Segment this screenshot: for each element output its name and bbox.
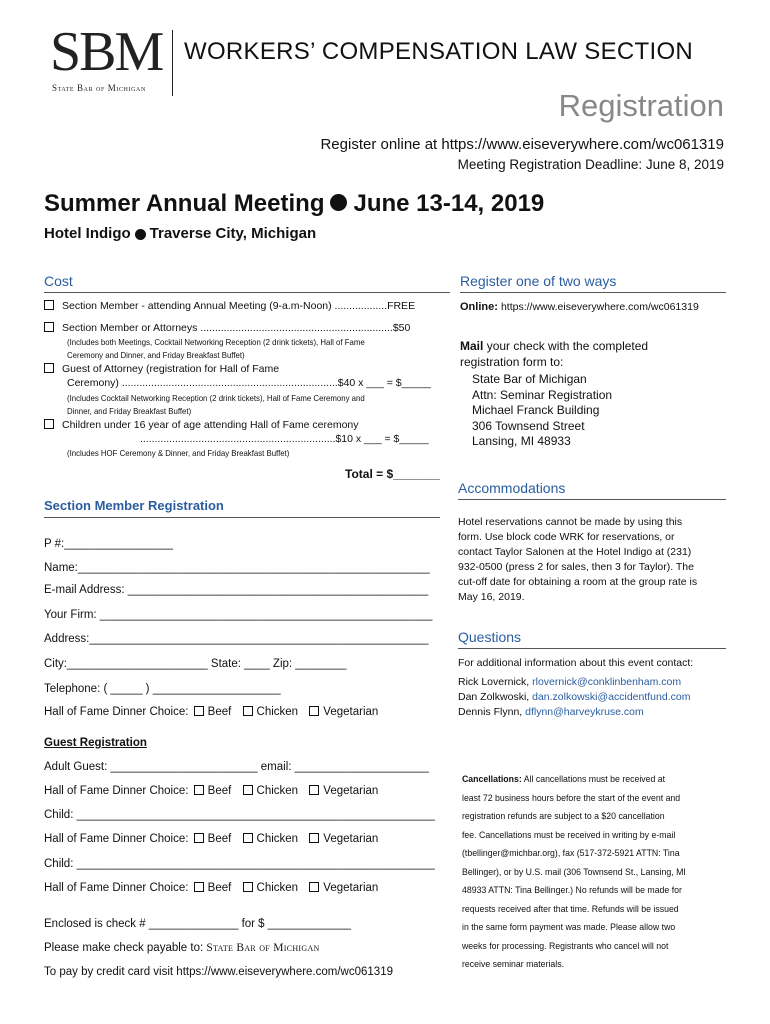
bullet-icon — [330, 194, 347, 211]
city-state-zip-field[interactable]: City:______________________ State: ____ Zip: ________ — [44, 658, 347, 670]
divider — [44, 517, 440, 518]
sbm-logo: SBM — [50, 21, 163, 83]
email-link[interactable]: dan.zolkowski@accidentfund.com — [532, 691, 691, 703]
divider — [44, 292, 450, 293]
checkbox-icon[interactable] — [194, 882, 204, 892]
register-online-text: Register online at https://www.eiseverywhere.com/wc061319 — [320, 136, 724, 153]
venue — [44, 225, 316, 242]
guest-registration-heading: Guest Registration — [44, 737, 147, 749]
child-field[interactable]: Child: ________________________________________________________ — [44, 809, 435, 821]
hotel-name: Hotel Indigo — [44, 225, 131, 242]
logo-divider — [172, 30, 173, 96]
adult-guest-field[interactable]: Adult Guest: _______________________ email: _____________________ — [44, 761, 429, 773]
register-mail: Mail your check with the completed registration form to: — [460, 339, 649, 369]
p-number-field[interactable]: P #:_________________ — [44, 538, 173, 550]
dinner-choice-child1: Hall of Fame Dinner Choice: Beef Chicken Vegetarian — [44, 833, 379, 845]
meeting-title — [44, 190, 544, 218]
checkbox-icon[interactable] — [243, 833, 253, 843]
dinner-choice-guest: Hall of Fame Dinner Choice: Beef Chicken Vegetarian — [44, 785, 379, 797]
checkbox-icon[interactable] — [44, 300, 54, 310]
cost-item-children-price: ...................................................................$10 x ___ = $_____ — [140, 433, 429, 445]
member-registration-heading: Section Member Registration — [44, 498, 224, 513]
page-title: Registration — [558, 88, 724, 123]
register-online: Online: https://www.eiseverywhere.com/wc061319 — [460, 301, 699, 313]
total-field[interactable]: Total = $_______ — [345, 467, 440, 481]
registration-deadline: Meeting Registration Deadline: June 8, 2019 — [457, 157, 724, 172]
cost-heading: Cost — [44, 273, 73, 289]
checkbox-icon[interactable] — [194, 833, 204, 843]
checkbox-icon[interactable] — [194, 706, 204, 716]
checkbox-icon[interactable] — [309, 882, 319, 892]
bullet-icon — [135, 229, 146, 240]
checkbox-icon[interactable] — [194, 785, 204, 795]
questions-intro: For additional information about this event contact: — [458, 657, 694, 669]
mailing-address: State Bar of Michigan Attn: Seminar Registration Michael Franck Building 306 Townsend Street Lansing, MI 48933 — [472, 372, 613, 448]
checkbox-icon[interactable] — [309, 833, 319, 843]
checkbox-icon[interactable] — [44, 363, 54, 373]
checkbox-icon[interactable] — [243, 785, 253, 795]
name-field[interactable]: Name:_______________________________________________________ — [44, 562, 430, 574]
questions-heading: Questions — [458, 629, 522, 645]
cost-note: Dinner, and Friday Breakfast Buffet) — [67, 406, 192, 416]
cost-item-member-free: Section Member - attending Annual Meeting (9-a.m-Noon) ..................FREE — [44, 300, 415, 313]
venue-city: Traverse City, Michigan — [149, 225, 317, 242]
child-field[interactable]: Child: ________________________________________________________ — [44, 858, 435, 870]
cost-note: Ceremony and Dinner, and Friday Breakfast Buffet) — [67, 350, 245, 360]
checkbox-icon[interactable] — [309, 785, 319, 795]
checkbox-icon[interactable] — [243, 882, 253, 892]
divider — [458, 648, 726, 649]
cost-note: (Includes Cocktail Networking Reception (2 drink tickets), Hall of Fame Ceremony and — [67, 393, 365, 403]
dinner-choice-child2: Hall of Fame Dinner Choice: Beef Chicken Vegetarian — [44, 882, 379, 894]
contact-item: Rick Lovernick, rlovernick@conklinbenham.com — [458, 676, 682, 688]
email-link[interactable]: rlovernick@conklinbenham.com — [532, 676, 682, 688]
accommodations-text: Hotel reservations cannot be made by using this form. Use block code WRK for reservations, or contact Taylor Salonen at the Hotel Indigo at (231) 932-0500 (press 2 for sales, then 3 for Taylor). The cut-off date for obtaining a room at the group rate is May 16, 2019. — [458, 516, 698, 603]
checkbox-icon[interactable] — [44, 322, 54, 332]
contact-item: Dan Zolkwoski, dan.zolkowski@accidentfund.com — [458, 691, 691, 703]
register-ways-heading: Register one of two ways — [460, 273, 617, 289]
accommodations-heading: Accommodations — [458, 480, 566, 496]
cancellations-policy: Cancellations: All cancellations must be received at least 72 business hours before the start of the event and registration refunds are subject to a $20 cancellation fee. Cancellations must be received in writing by e-mail (tbellinger@michbar.org), fax (517-372-5921 ATTN: Tina Bellinger), or by U.S. mail (306 Townsend St., Lansing, MI 48933 ATTN: Tina Bellinger.) No refunds will be made for requests received after that time. Refunds will be issued in the same form payment was made. Please allow two weeks for processing. Registrants who cancel will not receive seminar materials. — [462, 774, 686, 970]
telephone-field[interactable]: Telephone: ( _____ ) ____________________ — [44, 683, 281, 695]
cost-note: (Includes both Meetings, Cocktail Networking Reception (2 drink tickets), Hall of Fame — [67, 337, 365, 347]
cost-item-attorney: Section Member or Attorneys ..................................................................$50 — [44, 322, 410, 335]
meeting-name: Summer Annual Meeting — [44, 190, 325, 217]
cost-item-guest-price: Ceremony) ..........................................................................$40 x ___ = $_____ — [67, 377, 431, 389]
firm-field[interactable]: Your Firm: ____________________________________________________ — [44, 609, 433, 621]
checkbox-icon[interactable] — [44, 419, 54, 429]
sbm-logo-subtitle: State Bar of Michigan — [52, 83, 146, 93]
checkbox-icon[interactable] — [243, 706, 253, 716]
checkbox-icon[interactable] — [309, 706, 319, 716]
cost-note: (Includes HOF Ceremony & Dinner, and Friday Breakfast Buffet) — [67, 448, 290, 458]
cost-item-guest: Guest of Attorney (registration for Hall of Fame — [44, 363, 279, 376]
credit-card-text: To pay by credit card visit https://www.eiseverywhere.com/wc061319 — [44, 966, 393, 978]
contact-item: Dennis Flynn, dflynn@harveykruse.com — [458, 706, 644, 718]
payable-to: Please make check payable to: State Bar of Michigan — [44, 942, 320, 954]
divider — [460, 292, 726, 293]
email-link[interactable]: dflynn@harveykruse.com — [525, 706, 644, 718]
divider — [458, 499, 726, 500]
contact-list — [458, 675, 690, 720]
check-number-field[interactable]: Enclosed is check # ______________ for $ _____________ — [44, 918, 351, 930]
meeting-dates: June 13-14, 2019 — [353, 190, 545, 217]
section-title: WORKERS’ COMPENSATION LAW SECTION — [184, 38, 694, 65]
email-field[interactable]: E-mail Address: _______________________________________________ — [44, 584, 429, 596]
cost-item-children: Children under 16 year of age attending Hall of Fame ceremony — [44, 419, 359, 432]
dinner-choice-member: Hall of Fame Dinner Choice: Beef Chicken Vegetarian — [44, 706, 379, 718]
address-field[interactable]: Address:_____________________________________________________ — [44, 633, 429, 645]
